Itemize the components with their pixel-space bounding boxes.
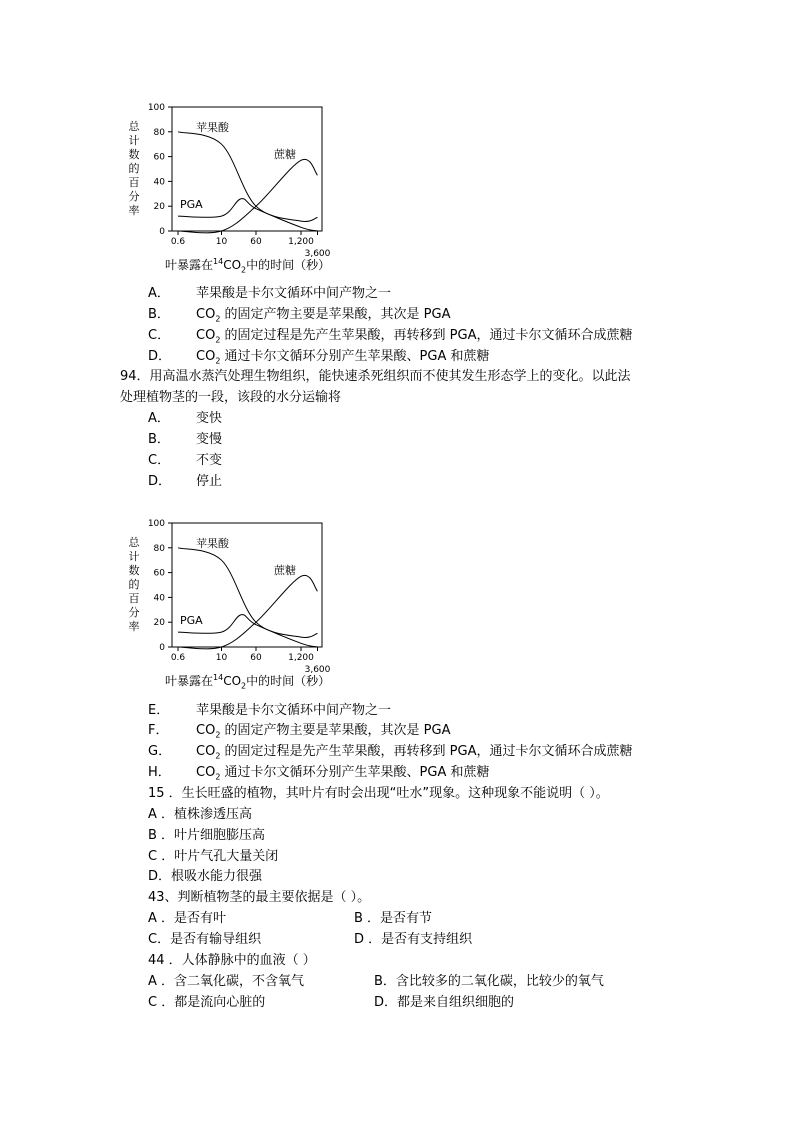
q44-option-d: D．都是来自组织细胞的	[374, 995, 515, 1010]
y-tick-label: 20	[153, 618, 165, 629]
q15-option-b: B ．叶片细胞膨压高	[148, 828, 266, 843]
series-label-0: 苹果酸	[196, 537, 229, 550]
plot-frame	[172, 523, 322, 647]
q44-option-a: A ．含二氧化碳，不含氧气	[148, 974, 305, 989]
y-tick-label: 80	[153, 543, 165, 554]
y-tick-label: 40	[153, 593, 165, 604]
y-axis-label-char: 率	[128, 620, 140, 633]
y-tick-label: 100	[147, 103, 165, 113]
series-label-1: 蔗糖	[274, 564, 296, 577]
y-axis-label-char: 百	[128, 592, 140, 605]
q43-stem: 43、判断植物茎的最主要依据是（ ）。	[148, 890, 371, 905]
chart-2	[120, 516, 350, 696]
b2-option-e: E． 苹果酸是卡尔文循环中间产物之一	[148, 703, 392, 718]
q15-stem: 15 ．生长旺盛的植物，其叶片有时会出现“吐水”现象。这种现象不能说明（ ）。	[148, 786, 609, 801]
chart-1-xlabel: 叶暴露在$^{14}CO_2$中的时间（秒）	[165, 257, 331, 275]
b2-option-g: G． $CO_2$ 的固定过程是先产生苹果酸，再转移到 PGA，通过卡尔文循环合成蔗糖	[148, 744, 633, 761]
series-label-2: PGA	[180, 198, 203, 211]
y-axis-label-char: 计	[128, 550, 140, 563]
q43-option-b: B ．是否有节	[354, 911, 433, 926]
q94-option-c: C． 不变	[148, 453, 223, 468]
q15-option-d: D．根吸水能力很强	[148, 869, 263, 884]
chart-2-xlabel: 叶暴露在$^{14}CO_2$中的时间（秒）	[165, 673, 331, 691]
b1-option-d: D． $CO_2$ 通过卡尔文循环分别产生苹果酸、PGA 和蔗糖	[148, 349, 490, 366]
series-label-1: 蔗糖	[274, 148, 296, 161]
q44-option-b: B．含比较多的二氧化碳，比较少的氧气	[374, 974, 604, 989]
x-tick-label: 10	[215, 653, 228, 663]
y-axis-label-char: 的	[128, 578, 140, 591]
plot-frame	[172, 107, 322, 231]
x-tick-label: 60	[250, 653, 262, 663]
x-tick-label: 3,600	[304, 665, 331, 675]
b1-option-c: C． $CO_2$ 的固定过程是先产生苹果酸，再转移到 PGA，通过卡尔文循环合成蔗糖	[148, 328, 633, 345]
q44-option-c: C ．都是流向心脏的	[148, 995, 266, 1010]
x-tick-label: 1,200	[288, 237, 314, 247]
b1-option-a: A． 苹果酸是卡尔文循环中间产物之一	[148, 286, 392, 301]
series-label-0: 苹果酸	[196, 121, 229, 134]
y-axis-label-char: 率	[128, 204, 140, 217]
y-axis-label-char: 计	[128, 134, 140, 147]
q44-stem: 44 ．人体静脉中的血液（ ）	[148, 953, 316, 968]
x-tick-label: 0.6	[170, 653, 186, 663]
series-label-2: PGA	[180, 614, 203, 627]
q94-stem-line1: 94．用高温水蒸汽处理生物组织，能快速杀死组织而不使其发生形态学上的变化。以此法	[120, 369, 631, 384]
chart-2-svg	[120, 516, 350, 691]
y-axis-label-char: 总	[128, 120, 140, 133]
q43-option-c: C．是否有输导组织	[148, 932, 262, 947]
q15-option-c: C ．叶片气孔大量关闭	[148, 849, 279, 864]
q94-option-d: D． 停止	[148, 474, 223, 489]
y-axis-label-char: 数	[128, 564, 140, 577]
b2-option-f: F． $CO_2$ 的固定产物主要是苹果酸，其次是 PGA	[148, 723, 451, 740]
y-axis-label-char: 数	[128, 148, 140, 161]
q94-option-a: A． 变快	[148, 411, 223, 426]
y-tick-label: 100	[147, 519, 165, 529]
x-tick-label: 1,200	[288, 653, 314, 663]
y-axis-label-char: 分	[128, 606, 140, 619]
y-tick-label: 40	[153, 177, 165, 188]
y-tick-label: 60	[153, 152, 165, 163]
y-tick-label: 60	[153, 568, 165, 579]
chart-1	[120, 100, 350, 280]
y-tick-label: 0	[159, 643, 165, 653]
chart-1-svg	[120, 100, 350, 275]
q94-option-b: B． 变慢	[148, 432, 223, 447]
q94-stem-line2: 处理植物茎的一段，该段的水分运输将	[120, 390, 342, 405]
x-tick-label: 10	[215, 237, 228, 247]
series-line-1	[178, 575, 318, 648]
y-axis-label-char: 百	[128, 176, 140, 189]
y-axis-label-char: 分	[128, 190, 140, 203]
x-tick-label: 60	[250, 237, 262, 247]
b2-option-h: H． $CO_2$ 通过卡尔文循环分别产生苹果酸、PGA 和蔗糖	[148, 765, 490, 782]
q43-option-a: A ．是否有叶	[148, 911, 227, 926]
y-tick-label: 20	[153, 202, 165, 213]
q43-option-d: D ．是否有支持组织	[354, 932, 473, 947]
y-axis-label-char: 总	[128, 536, 140, 549]
y-axis-label-char: 的	[128, 162, 140, 175]
y-tick-label: 0	[159, 227, 165, 237]
x-tick-label: 0.6	[170, 237, 186, 247]
q15-option-a: A ．植株渗透压高	[148, 807, 253, 822]
x-tick-label: 3,600	[304, 249, 331, 259]
series-line-1	[178, 159, 318, 232]
b1-option-b: B． $CO_2$ 的固定产物主要是苹果酸，其次是 PGA	[148, 307, 451, 324]
y-tick-label: 80	[153, 127, 165, 138]
